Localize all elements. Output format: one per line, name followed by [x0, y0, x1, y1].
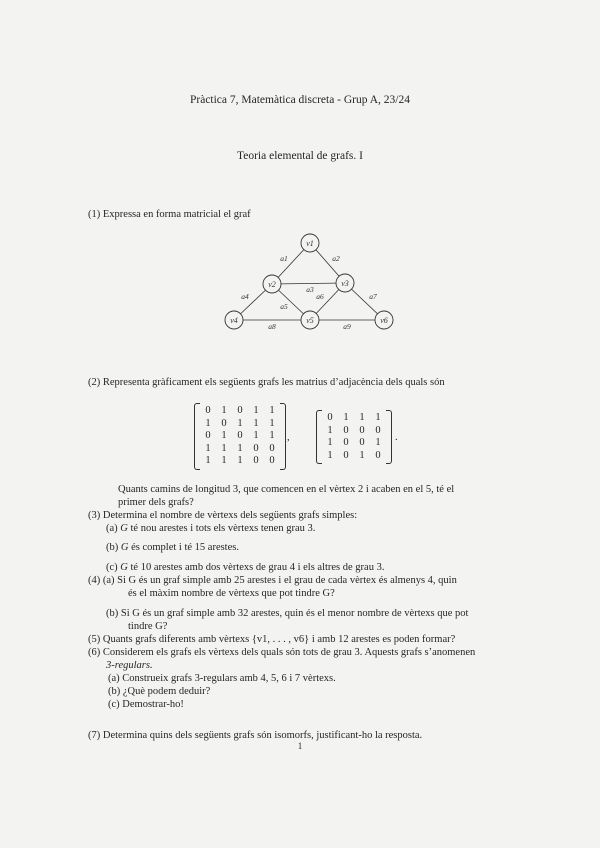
- question-4-number: (4): [88, 575, 101, 586]
- edge-a3: [272, 283, 345, 284]
- matrix-cell: 1: [269, 430, 275, 441]
- matrix-cell: 0: [237, 430, 243, 441]
- question-1-number: (1): [88, 209, 101, 220]
- question-4b-line2: tindre G?: [128, 621, 168, 632]
- question-7: [88, 730, 422, 741]
- question-5-text: Quants grafs diferents amb vèrtexs {v1, . . . , v6} i amb 12 arestes es poden formar?: [102, 634, 456, 645]
- matrix-cell: 0: [253, 442, 259, 454]
- question-7-text: Determina quins dels següents grafs són isomorfs, justificant-ho la resposta.: [102, 730, 423, 741]
- question-1-text: Expressa en forma matricial el graf: [102, 209, 251, 220]
- question-2: [88, 377, 445, 388]
- question-3-number: (3): [88, 510, 101, 521]
- question-7-number: (7): [88, 730, 101, 741]
- question-2-text: Representa gràficament els següents grafs les matrius d’adjacència dels quals són: [102, 377, 445, 388]
- item-label: (c): [106, 562, 118, 573]
- matrix-cell: 0: [205, 430, 211, 441]
- question-3b: [106, 542, 239, 553]
- matrix-cell: 0: [269, 442, 275, 454]
- matrix-cell: 1: [343, 412, 349, 423]
- matrix-cell: 0: [375, 449, 381, 461]
- question-6-number: (6): [88, 647, 101, 658]
- question-2-prompt-line1: Quants camins de longitud 3, que comencen en el vèrtex 2 i acaben en el 5, té el: [118, 484, 455, 495]
- matrix-cell: 1: [253, 417, 259, 429]
- matrix-bracket-right: [386, 410, 392, 464]
- matrix-cell: 0: [375, 424, 381, 436]
- edge-label: a2: [332, 254, 340, 263]
- matrix-row: [322, 425, 386, 438]
- edge-label: a4: [241, 292, 249, 301]
- matrix-cell: 0: [269, 455, 275, 466]
- question-5-number: (5): [88, 634, 101, 645]
- item-label: (a): [108, 673, 120, 684]
- document-subtitle: Teoria elemental de grafs. I: [237, 150, 363, 162]
- item-label: (a): [102, 575, 115, 586]
- question-6-line2: 3-regulars.: [106, 660, 153, 671]
- matrix-bracket-left: [194, 403, 200, 470]
- math-variable: G: [120, 562, 128, 573]
- matrix-row: [200, 455, 280, 468]
- matrix-cell: 1: [253, 430, 259, 441]
- matrix-bracket-left: [316, 410, 322, 464]
- matrix-cell: 1: [253, 405, 259, 416]
- item-label: (a): [106, 523, 118, 534]
- matrix-cell: 0: [343, 449, 349, 461]
- vertex-label: v1: [306, 239, 314, 248]
- matrix-cell: 0: [359, 424, 365, 436]
- edge-label: a7: [369, 292, 377, 301]
- item-text: Si G és un graf simple amb 32 arestes, quin és el menor nombre de vèrtexs que pot: [120, 608, 469, 619]
- edge-label: a5: [280, 302, 288, 311]
- item-text: té nou arestes i tots els vèrtexs tenen grau 3.: [127, 523, 316, 534]
- matrix-cell: 1: [359, 449, 365, 461]
- matrix-cell: 1: [327, 437, 333, 448]
- matrix-cell: 1: [237, 455, 243, 466]
- matrix-cell: 1: [205, 417, 211, 429]
- item-label: (b): [106, 542, 119, 553]
- matrix-cell: 0: [253, 455, 259, 466]
- matrix-cell: 0: [359, 437, 365, 448]
- matrix-cell: 1: [375, 412, 381, 423]
- item-text: té 10 arestes amb dos vèrtexs de grau 4 i els altres de grau 3.: [127, 562, 385, 573]
- matrix-end: .: [395, 432, 398, 443]
- matrix-row: [200, 430, 280, 443]
- vertex-label: v5: [306, 316, 314, 325]
- matrix-cell: 0: [237, 405, 243, 416]
- question-6b: [108, 686, 210, 697]
- edge-label: a6: [316, 292, 324, 301]
- question-1: [88, 209, 251, 220]
- matrix-cell: 1: [221, 430, 227, 441]
- item-text: Demostrar-ho!: [122, 699, 184, 710]
- matrix-cell: 0: [343, 437, 349, 448]
- question-5: [88, 634, 455, 645]
- graph-figure: [210, 230, 410, 335]
- matrix-cell: 0: [221, 417, 227, 429]
- matrix-cell: 1: [327, 449, 333, 461]
- page-number: 1: [297, 741, 303, 751]
- matrix-cell: 1: [221, 405, 227, 416]
- edge-label: a3: [306, 285, 314, 294]
- matrix-cell: 0: [327, 412, 333, 423]
- item-label: (b): [108, 686, 121, 697]
- question-4: [88, 575, 457, 586]
- matrix-cell: 1: [375, 437, 381, 448]
- matrix-row: [322, 412, 386, 425]
- edge-label: a9: [343, 322, 351, 331]
- matrix-row: [200, 443, 280, 456]
- question-6-text: Considerem els grafs els vèrtexs dels quals són tots de grau 3. Aquests grafs s’anomenen: [102, 647, 476, 658]
- adjacency-matrix-2: [322, 412, 386, 462]
- matrix-row: [200, 405, 280, 418]
- matrix-cell: 1: [269, 405, 275, 416]
- question-3a: [106, 523, 315, 534]
- matrix-cell: 0: [343, 424, 349, 436]
- question-3c: [106, 562, 384, 573]
- item-text: Construeix grafs 3-regulars amb 4, 5, 6 i 7 vèrtexs.: [122, 673, 336, 684]
- question-6a: [108, 673, 336, 684]
- vertex-label: v4: [230, 316, 238, 325]
- question-3-text: Determina el nombre de vèrtexs dels següents grafs simples:: [102, 510, 358, 521]
- item-text: és complet i té 15 arestes.: [128, 542, 239, 553]
- item-text: Si G és un graf simple amb 25 arestes i el grau de cada vèrtex és almenys 4, quin: [117, 575, 457, 586]
- matrix-cell: 1: [359, 412, 365, 423]
- matrix-cell: 1: [221, 442, 227, 454]
- question-2-number: (2): [88, 377, 101, 388]
- item-label: (b): [106, 608, 119, 619]
- matrix-cell: 1: [237, 442, 243, 454]
- vertex-label: v6: [380, 316, 388, 325]
- matrix-cell: 1: [327, 424, 333, 436]
- item-text: ¿Què podem deduir?: [122, 686, 211, 697]
- question-4a-line2: és el màxim nombre de vèrtexs que pot tindre G?: [128, 588, 335, 599]
- matrix-cell: 0: [205, 405, 211, 416]
- edge-label: a1: [280, 254, 288, 263]
- adjacency-matrix-1: [200, 405, 280, 468]
- matrix-cell: 1: [221, 455, 227, 466]
- matrix-bracket-right: [280, 403, 286, 470]
- math-variable: G: [120, 523, 128, 534]
- matrix-row: [322, 437, 386, 450]
- edge-label: a8: [268, 322, 276, 331]
- question-2-prompt-line2: primer dels grafs?: [118, 497, 194, 508]
- matrix-row: [200, 418, 280, 431]
- question-6: [88, 647, 475, 658]
- document-title: Pràctica 7, Matemàtica discreta - Grup A, 23/24: [189, 94, 411, 106]
- matrix-cell: 1: [205, 442, 211, 454]
- matrix-cell: 1: [205, 455, 211, 466]
- math-variable: G: [120, 542, 129, 553]
- vertex-label: v2: [268, 280, 276, 289]
- question-4b: [106, 608, 468, 619]
- matrix-row: [322, 450, 386, 463]
- question-3: [88, 510, 357, 521]
- vertex-label: v3: [341, 279, 349, 288]
- matrix-cell: 1: [237, 417, 243, 429]
- question-6c: [108, 699, 184, 710]
- item-label: (c): [108, 699, 120, 710]
- matrix-cell: 1: [269, 417, 275, 429]
- matrix-separator: ,: [287, 432, 290, 443]
